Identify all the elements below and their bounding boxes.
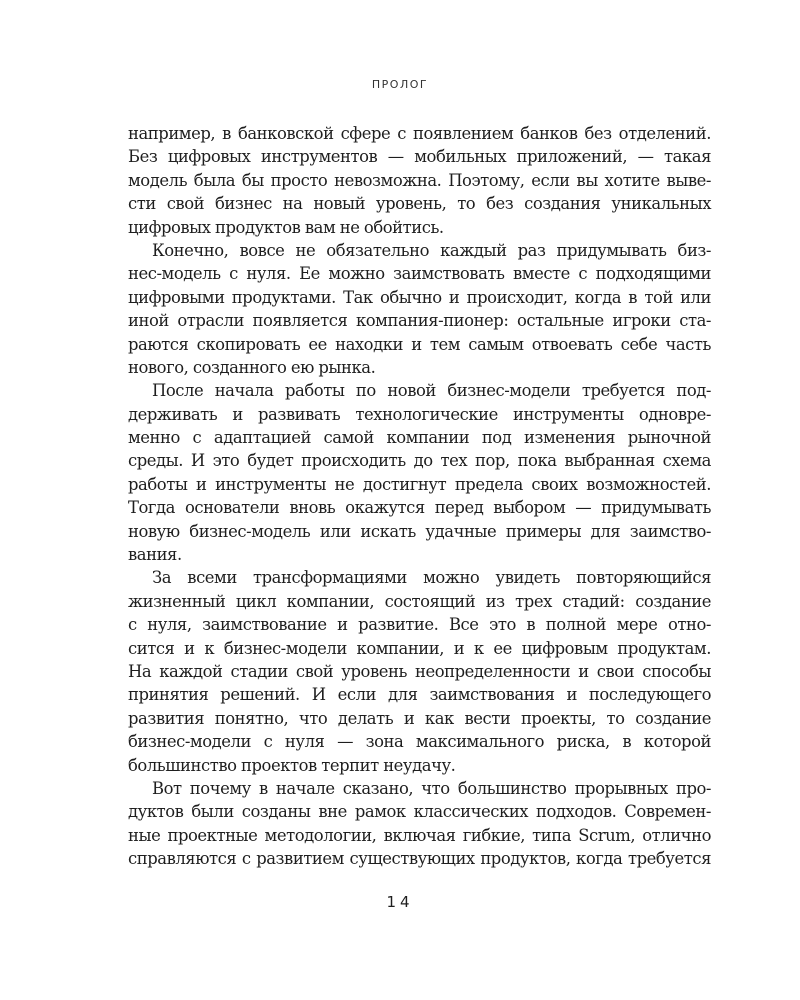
text-line: Без цифровых инструментов — мобильных приложений, — такая bbox=[128, 147, 711, 167]
body-text bbox=[128, 122, 711, 871]
text-line: справляются с развитием существующих продуктов, когда требуется bbox=[128, 849, 711, 869]
text-line: держивать и развивать технологические инструменты одновре- bbox=[128, 404, 711, 424]
text-line: иной отрасли появляется компания-пионер: остальные игроки ста- bbox=[128, 311, 711, 331]
text-line: На каждой стадии свой уровень неопределенности и свои способы bbox=[128, 661, 711, 681]
paragraph-first-line: Вот почему в начале сказано, что большинство прорывных про- bbox=[152, 778, 711, 798]
paragraph-first-line: Конечно, вовсе не обязательно каждый раз придумывать биз- bbox=[152, 240, 711, 260]
text-line: дуктов были созданы вне рамок классических подходов. Современ- bbox=[128, 802, 711, 822]
text-line: большинство проектов терпит неудачу. bbox=[128, 755, 456, 775]
page-number: 14 bbox=[386, 893, 414, 911]
text-line: сится и к бизнес-модели компании, и к ее цифровым продуктам. bbox=[128, 638, 711, 658]
text-line: ные проектные методологии, включая гибкие, типа Scrum, отлично bbox=[128, 825, 711, 845]
text-line: раются скопировать ее находки и тем самым отвоевать себе часть bbox=[128, 334, 711, 354]
text-line: нес-модель с нуля. Ее можно заимствовать вместе с подходящими bbox=[128, 264, 711, 284]
text-line: бизнес-модели с нуля — зона максимального риска, в которой bbox=[128, 732, 711, 752]
text-line: с нуля, заимствование и развитие. Все это в полной мере отно- bbox=[128, 615, 711, 635]
text-line: Тогда основатели вновь окажутся перед выбором — придумывать bbox=[128, 498, 711, 518]
text-line: среды. И это будет происходить до тех пор, пока выбранная схема bbox=[128, 451, 711, 471]
text-line: принятия решений. И если для заимствования и последующего bbox=[128, 685, 711, 705]
text-line: нового, созданного ею рынка. bbox=[128, 357, 376, 377]
text-line: вания. bbox=[128, 545, 182, 565]
paragraph-first-line: После начала работы по новой бизнес-модели требуется под- bbox=[152, 381, 711, 401]
text-line: например, в банковской сфере с появлением банков без отделений. bbox=[128, 124, 711, 143]
text-line: жизненный цикл компании, состоящий из трех стадий: создание bbox=[128, 591, 711, 611]
text-line: работы и инструменты не достигнут предела своих возможностей. bbox=[128, 474, 711, 494]
running-header: ПРОЛОГ bbox=[371, 78, 429, 91]
paragraph-first-line: За всеми трансформациями можно увидеть повторяющийся bbox=[152, 568, 711, 588]
text-line: цифровых продуктов вам не обойтись. bbox=[128, 217, 444, 237]
text-line: цифровыми продуктами. Так обычно и происходит, когда в той или bbox=[128, 287, 711, 307]
text-line: новую бизнес-модель или искать удачные примеры для заимство- bbox=[128, 521, 711, 541]
text-line: менно с адаптацией самой компании под изменения рыночной bbox=[128, 428, 711, 448]
text-line: сти свой бизнес на новый уровень, то без создания уникальных bbox=[128, 194, 711, 214]
text-line: модель была бы просто невозможна. Поэтому, если вы хотите выве- bbox=[128, 170, 711, 190]
text-line: развития понятно, что делать и как вести проекты, то создание bbox=[128, 708, 711, 728]
